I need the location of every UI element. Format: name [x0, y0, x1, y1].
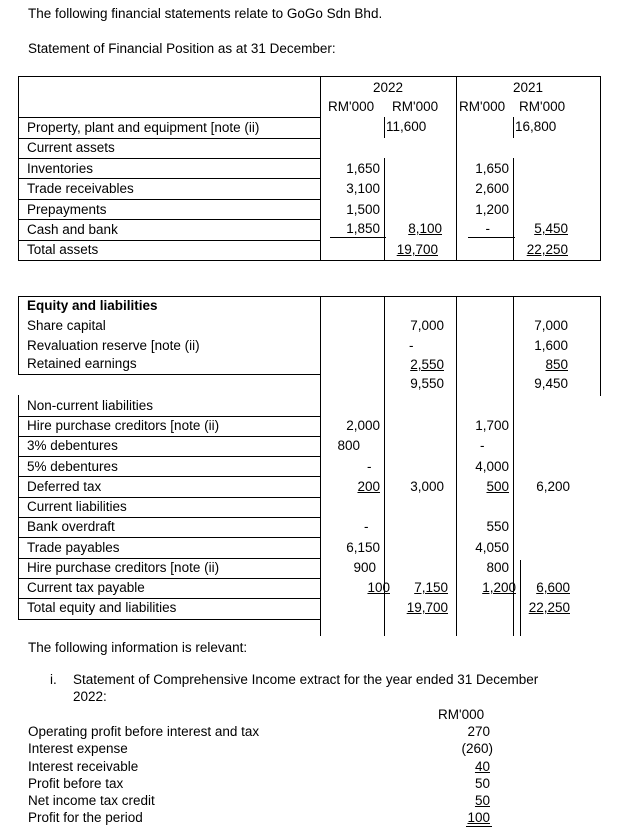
- ncl-hp-2021: 1,700: [475, 418, 509, 433]
- retained-2021: 850: [545, 357, 568, 372]
- ncl-hp-label: Hire purchase creditors [note (ii): [27, 418, 220, 433]
- prepayments-2021: 1,200: [475, 202, 509, 217]
- tax-label: Current tax payable: [27, 580, 145, 595]
- cash-label: Cash and bank: [27, 222, 118, 237]
- ppe-2022: 11,600: [386, 119, 427, 134]
- payables-label: Trade payables: [27, 540, 120, 555]
- ncl-hp-2022: 2,000: [346, 418, 380, 433]
- deferred-label: Deferred tax: [27, 479, 102, 494]
- tax-2021-c3: 1,200: [482, 580, 516, 595]
- revaluation-2022: -: [409, 338, 414, 353]
- cash-2021-c3: -: [485, 221, 490, 236]
- revaluation-2021: 1,600: [534, 338, 568, 353]
- share-capital-label: Share capital: [27, 318, 106, 333]
- total-assets-label: Total assets: [27, 242, 99, 257]
- ppe-label: Property, plant and equipment [note (ii): [27, 120, 260, 135]
- payables-2021: 4,050: [475, 540, 509, 555]
- receivables-2022: 3,100: [346, 181, 380, 196]
- tax-2021-c4: 6,600: [536, 580, 570, 595]
- row-label: Interest receivable: [28, 759, 139, 774]
- row-value: 270: [467, 724, 490, 739]
- note-i-unit: RM'000: [438, 707, 485, 722]
- prepayments-label: Prepayments: [27, 202, 107, 217]
- row-value: 100: [467, 810, 490, 825]
- row-label: Net income tax credit: [28, 793, 155, 808]
- row-label: Profit for the period: [28, 810, 143, 825]
- cl-hp-2021: 800: [486, 560, 509, 575]
- intro-text: The following financial statements relate to GoGo Sdn Bhd.: [28, 6, 383, 21]
- overdraft-2021: 550: [486, 519, 509, 534]
- inventories-2022: 1,650: [346, 161, 380, 176]
- overdraft-2022: -: [364, 519, 369, 534]
- ncl-heading: Non-current liabilities: [27, 398, 154, 413]
- cash-2022-c1: 1,850: [346, 221, 380, 236]
- row-label: Operating profit before interest and tax: [28, 724, 260, 739]
- sofp-title: Statement of Financial Position as at 31 December:: [28, 41, 336, 56]
- total-eq-liab-2021: 22,250: [528, 600, 570, 615]
- deb3-label: 3% debentures: [27, 438, 118, 453]
- receivables-2021: 2,600: [475, 181, 509, 196]
- deferred-2021-c3: 500: [486, 479, 509, 494]
- share-capital-2021: 7,000: [534, 318, 568, 333]
- deferred-2021-c4: 6,200: [536, 479, 570, 494]
- deb5-label: 5% debentures: [27, 459, 118, 474]
- note-i-number: i.: [50, 672, 57, 687]
- unit-c3: RM'000: [459, 99, 506, 114]
- overdraft-label: Bank overdraft: [27, 519, 115, 534]
- deb3-2021: -: [480, 438, 485, 453]
- row-value: 50: [474, 776, 490, 791]
- inventories-2021: 1,650: [475, 161, 509, 176]
- row-label: Profit before tax: [28, 776, 124, 791]
- cash-2021-c4: 5,450: [534, 221, 568, 236]
- retained-label: Retained earnings: [27, 356, 137, 371]
- prepayments-2022: 1,500: [346, 202, 380, 217]
- total-assets-2021: 22,250: [526, 242, 568, 257]
- receivables-label: Trade receivables: [27, 181, 134, 196]
- retained-2022: 2,550: [410, 357, 444, 372]
- cash-2022-c2: 8,100: [408, 221, 442, 236]
- total-assets-2022: 19,700: [396, 242, 438, 257]
- row-label: Interest expense: [28, 741, 128, 756]
- cl-hp-2022: 900: [353, 560, 376, 575]
- unit-c1: RM'000: [328, 99, 375, 114]
- row-value: 50: [474, 793, 490, 808]
- deferred-2022-c1: 200: [357, 479, 380, 494]
- year-2021: 2021: [512, 80, 544, 95]
- unit-c2: RM'000: [392, 99, 439, 114]
- inventories-label: Inventories: [27, 161, 94, 176]
- note-i-line2: 2022:: [73, 689, 107, 704]
- total-eq-liab-2022: 19,700: [406, 600, 448, 615]
- equity-heading: Equity and liabilities: [27, 298, 158, 313]
- payables-2022: 6,150: [346, 540, 380, 555]
- row-value: 40: [474, 759, 490, 774]
- total-eq-liab-label: Total equity and liabilities: [27, 600, 177, 615]
- revaluation-label: Revaluation reserve [note (ii): [27, 338, 200, 353]
- tax-2022-c2: 7,150: [414, 580, 448, 595]
- current-assets-label: Current assets: [27, 140, 115, 155]
- deferred-2022-c2: 3,000: [410, 479, 444, 494]
- share-capital-2022: 7,000: [410, 318, 444, 333]
- deb5-2022: -: [367, 459, 372, 474]
- row-value: (260): [461, 741, 493, 756]
- year-2022: 2022: [372, 80, 404, 95]
- equity-subtotal-2021: 9,450: [534, 376, 568, 391]
- cl-hp-label: Hire purchase creditors [note (ii): [27, 560, 220, 575]
- tax-2022-c1: 100: [367, 580, 390, 595]
- cl-heading: Current liabilities: [27, 499, 127, 514]
- ppe-2021: 16,800: [515, 119, 557, 134]
- equity-subtotal-2022: 9,550: [410, 376, 444, 391]
- deb5-2021: 4,000: [475, 459, 509, 474]
- info-intro: The following information is relevant:: [28, 640, 248, 655]
- deb3-2022: 800: [337, 438, 360, 453]
- note-i-line1: Statement of Comprehensive Income extract for the year ended 31 December: [73, 672, 539, 687]
- unit-c4: RM'000: [519, 99, 566, 114]
